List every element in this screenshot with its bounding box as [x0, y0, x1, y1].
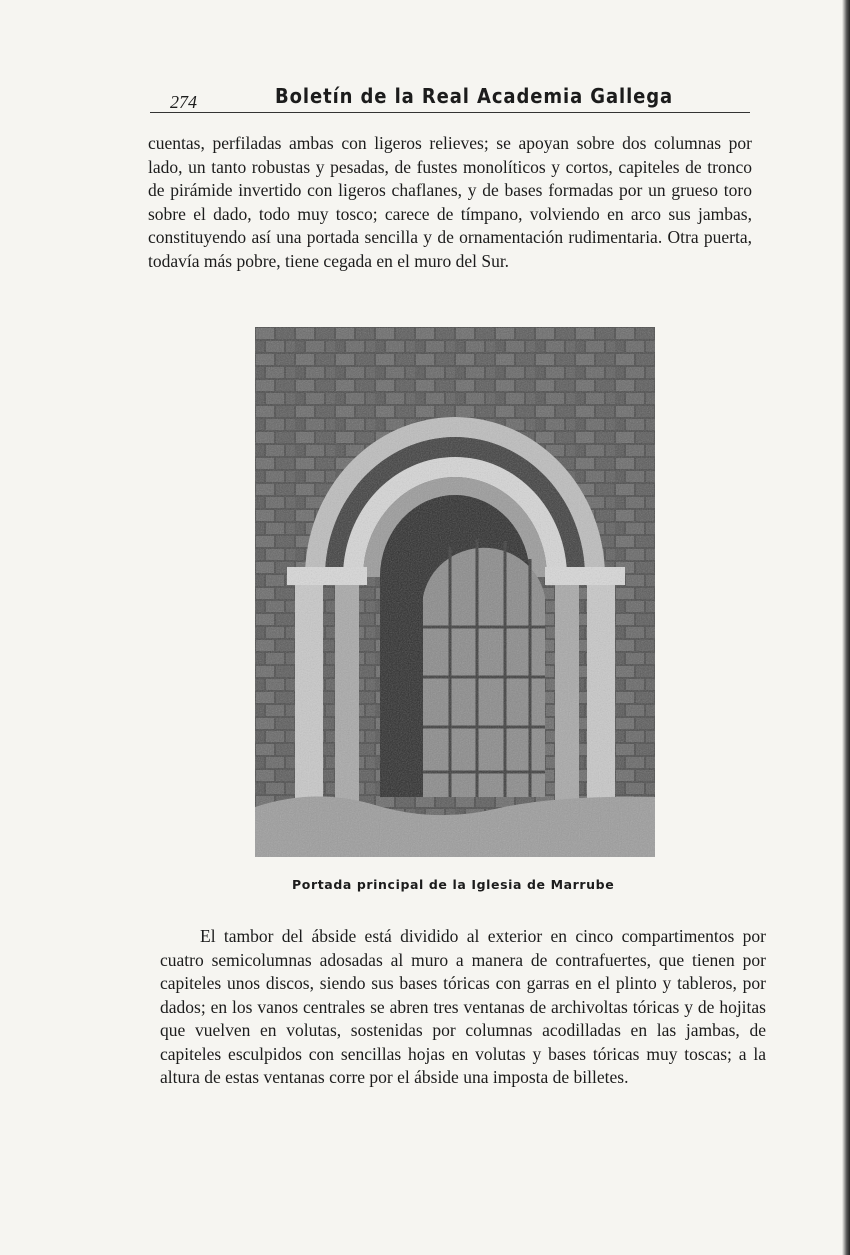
paragraph-2: El tambor del ábside está dividido al exterior en cinco compartimentos por cuatro semicolumnas adosadas al muro a manera de contrafuertes, que tienen por capiteles unos discos, siendo sus bases tóricas con garras en el plinto y tableros, por dados; en los vanos centrales se abren tres ventanas de archivoltas tóricas y de hojitas que vuelven en volutas, sostenidas por columnas acodilladas en las jambas, de capiteles esculpidos con sencillas hojas en volutas y bases tóricas muy toscas; a la altura de estas ventanas corre por el ábside una imposta de billetes.	[160, 926, 766, 1087]
running-header	[150, 84, 750, 114]
figure-caption: Portada principal de la Iglesia de Marrube	[292, 877, 615, 892]
church-portal-photo	[255, 327, 655, 857]
header-rule	[150, 112, 750, 113]
scan-edge-shadow	[842, 0, 850, 1255]
paragraph-1: cuentas, perfiladas ambas con ligeros relieves; se apoyan sobre dos columnas por lado, un tanto robustas y pesadas, de fustes monolíticos y cortos, capiteles de tronco de pirámide invertido con ligeros chaflanes, y de bases formadas por un grueso toro sobre el dado, todo muy tosco; carece de tímpano, volviendo en arco sus jambas, constituyendo así una portada sencilla y de ornamentación rudimentaria. Otra puerta, todavía más pobre, tiene cegada en el muro del Sur.	[148, 133, 752, 271]
running-title: Boletín de la Real Academia Gallega	[275, 84, 674, 108]
page-number: 274	[170, 92, 197, 112]
